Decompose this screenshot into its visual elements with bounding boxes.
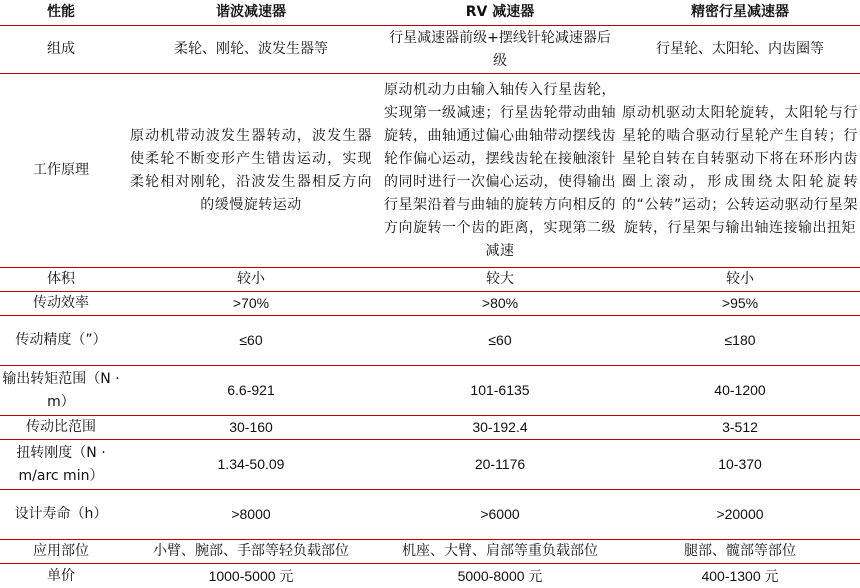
rv-value: 较大 <box>486 271 514 287</box>
rv-value: 20-1176 <box>474 456 526 472</box>
planetary-value: 原动机驱动太阳轮旋转，太阳轮与行星轮的啮合驱动行星轮产生自转；行星轮自转在自转驱动下将在环形内齿圈上滚动，形成围绕太阳轮旋转的“公转”运动；公转运动驱动行星架旋转，行星架与输出轴连接输出扭矩 <box>622 104 858 236</box>
row-label: 传动比范围 <box>26 419 96 435</box>
harmonic-value: ≤60 <box>239 332 263 348</box>
row-label: 体积 <box>47 271 75 287</box>
planetary-value: >95% <box>721 295 759 311</box>
table-row-unit-price <box>0 564 860 588</box>
table-row-design-life <box>0 490 860 540</box>
row-label: 传动精度（”） <box>15 332 107 348</box>
table-header-row <box>0 0 860 26</box>
rv-value: ≤60 <box>488 332 512 348</box>
header-rv-reducer: RV 减速器 <box>465 4 535 20</box>
planetary-value: 行星轮、太阳轮、内齿圈等 <box>656 41 824 57</box>
planetary-value: >20000 <box>716 506 764 522</box>
rv-value: >80% <box>481 295 519 311</box>
harmonic-value: 30-160 <box>229 419 273 435</box>
table-row-torsional-stiffness <box>0 440 860 490</box>
planetary-value: 3-512 <box>722 419 758 435</box>
rv-value: 行星减速器前级+摆线针轮减速器后级 <box>389 29 611 69</box>
planetary-value: ≤180 <box>724 332 756 348</box>
planetary-value: 40-1200 <box>714 382 766 398</box>
rv-value: 101-6135 <box>470 382 530 398</box>
rv-value: 30-192.4 <box>472 419 528 435</box>
rv-value: 原动机动力由输入轴传入行星齿轮，实现第一级减速；行星齿轮带动曲轴旋转，曲轴通过偏心曲轴带动摆线齿轮作偏心运动，摆线齿轮在接触滚针的同时进行一次偏心运动，使得输出行星架沿着与曲轴的旋转方向相反的方向旋转一个齿的距离，实现第二级减速 <box>384 81 616 259</box>
table-row-ratio-range <box>0 416 860 440</box>
harmonic-value: 柔轮、刚轮、波发生器等 <box>174 41 328 57</box>
table-row-efficiency <box>0 292 860 316</box>
row-label: 组成 <box>47 41 75 57</box>
table-row-volume <box>0 268 860 292</box>
table-row-precision <box>0 316 860 366</box>
table-row-application <box>0 540 860 564</box>
harmonic-value: >70% <box>232 295 270 311</box>
rv-value: >6000 <box>480 506 520 522</box>
harmonic-value: 1.34-50.09 <box>217 456 285 472</box>
header-planetary-reducer: 精密行星减速器 <box>691 4 789 20</box>
planetary-value: 腿部、髋部等部位 <box>684 543 796 559</box>
harmonic-value: 6.6-921 <box>227 382 275 398</box>
header-harmonic-reducer: 谐波减速器 <box>216 4 286 20</box>
header-performance: 性能 <box>47 4 75 20</box>
harmonic-value: 原动机带动波发生器转动，波发生器使柔轮不断变形产生错齿运动，实现柔轮相对刚轮，沿波发生器相反方向的缓慢旋转运动 <box>130 127 372 213</box>
harmonic-value: >8000 <box>231 506 271 522</box>
rv-value: 5000-8000 元 <box>457 567 543 584</box>
harmonic-value: 1000-5000 元 <box>208 567 294 584</box>
table-row-torque-range <box>0 366 860 416</box>
harmonic-value: 较小 <box>237 271 265 287</box>
table-row-working-principle <box>0 74 860 268</box>
planetary-value: 较小 <box>726 271 754 287</box>
rv-value: 机座、大臂、肩部等重负载部位 <box>402 543 598 559</box>
row-label: 设计寿命（h） <box>14 506 108 522</box>
harmonic-value: 小臂、腕部、手部等轻负载部位 <box>153 543 349 559</box>
row-label: 传动效率 <box>33 295 89 311</box>
row-label: 单价 <box>47 567 75 584</box>
table-row-composition <box>0 26 860 74</box>
row-label: 输出转矩范围（N · m） <box>2 370 120 410</box>
row-label: 工作原理 <box>33 162 89 178</box>
planetary-value: 400-1300 元 <box>701 567 779 584</box>
row-label: 应用部位 <box>33 543 89 559</box>
planetary-value: 10-370 <box>718 456 762 472</box>
row-label: 扭转刚度（N · m/arc min） <box>16 444 106 484</box>
